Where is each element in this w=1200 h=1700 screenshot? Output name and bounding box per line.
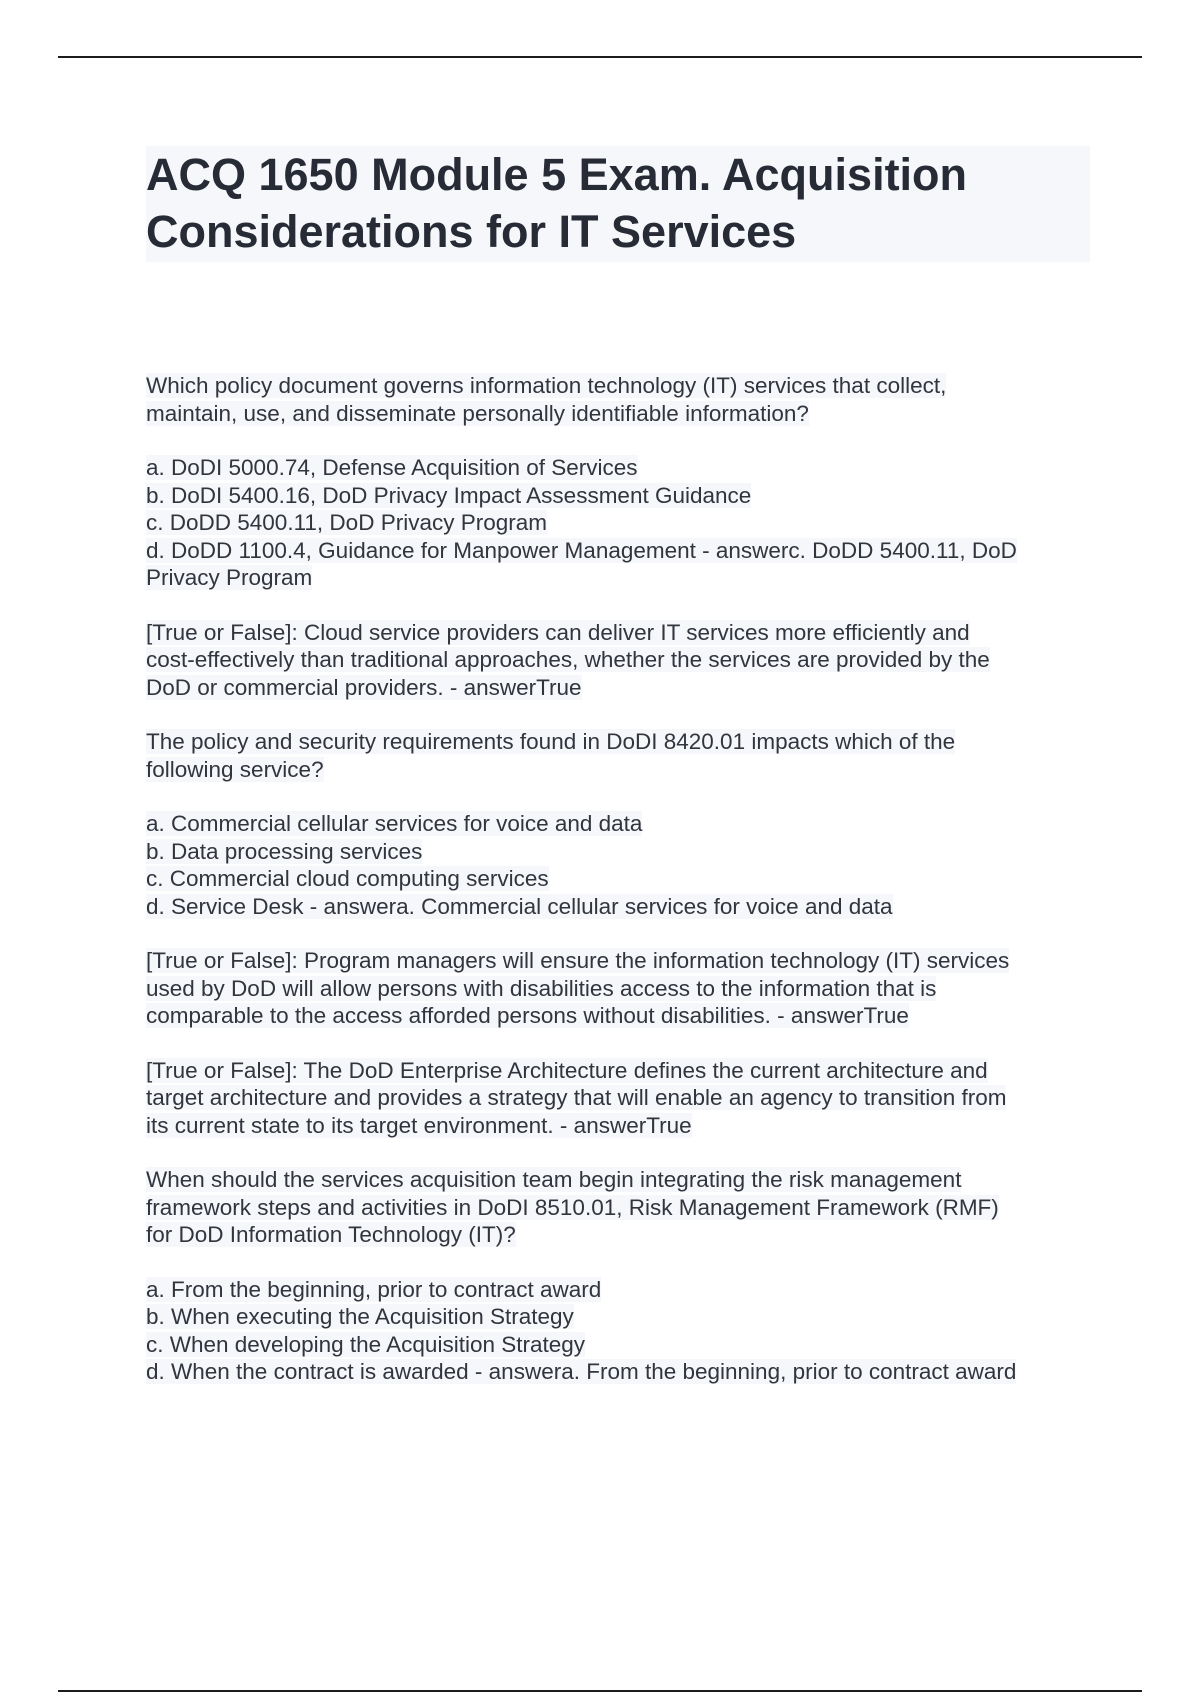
text-line [146, 400, 1090, 428]
text-line-content: Which policy document governs information technology (IT) services that collect, [146, 373, 947, 398]
top-divider [58, 56, 1142, 58]
text-line-content: its current state to its target environment. - answerTrue [146, 1112, 692, 1138]
text-line-content: target architecture and provides a strategy that will enable an agency to transition from [146, 1085, 1007, 1110]
text-line-content: Privacy Program [146, 565, 313, 590]
text-line-content: d. When the contract is awarded - answera. From the beginning, prior to contract award [146, 1359, 1017, 1384]
text-line-content: for DoD Information Technology (IT)? [146, 1222, 516, 1247]
title-line: ACQ 1650 Module 5 Exam. Acquisition [146, 149, 968, 200]
text-line [146, 1358, 1090, 1386]
text-line-content: a. From the beginning, prior to contract award [146, 1276, 602, 1302]
text-line [146, 728, 1090, 756]
bottom-divider [58, 1690, 1142, 1692]
text-line-content: b. DoDI 5400.16, DoD Privacy Impact Assessment Guidance [146, 482, 752, 508]
text-line [146, 674, 1090, 702]
text-line-content: c. Commercial cloud computing services [146, 866, 549, 891]
text-line-content: c. DoDD 5400.11, DoD Privacy Program [146, 510, 547, 535]
text-line [146, 646, 1090, 674]
text-line [146, 454, 1090, 482]
text-line-content: d. DoDD 1100.4, Guidance for Manpower Management - answerc. DoDD 5400.11, DoD [146, 537, 1017, 563]
text-block [146, 619, 1090, 702]
text-line-content: a. DoDI 5000.74, Defense Acquisition of Services [146, 455, 638, 480]
text-line-content: [True or False]: Cloud service providers can deliver IT services more efficiently and [146, 619, 970, 645]
text-line-content: b. Data processing services [146, 838, 423, 864]
text-line-content: cost-effectively than traditional approaches, whether the services are provided by the [146, 647, 990, 672]
text-line [146, 838, 1090, 866]
text-line-content: a. Commercial cellular services for voice and data [146, 811, 643, 836]
text-line-content: c. When developing the Acquisition Strategy [146, 1331, 586, 1357]
text-block [146, 1276, 1090, 1386]
text-line [146, 482, 1090, 510]
question-list [146, 372, 1090, 1386]
text-line [146, 1331, 1090, 1359]
text-line [146, 509, 1090, 537]
text-block [146, 372, 1090, 427]
text-block [146, 454, 1090, 592]
text-line [146, 564, 1090, 592]
text-line [146, 1221, 1090, 1249]
text-line [146, 537, 1090, 565]
text-line [146, 1276, 1090, 1304]
text-line [146, 1084, 1090, 1112]
text-line-content: maintain, use, and disseminate personally identifiable information? [146, 400, 809, 426]
text-line [146, 1057, 1090, 1085]
text-line-content: d. Service Desk - answera. Commercial cellular services for voice and data [146, 893, 893, 919]
text-line [146, 1194, 1090, 1222]
text-line [146, 1166, 1090, 1194]
text-line [146, 810, 1090, 838]
text-line-content: When should the services acquisition team begin integrating the risk management [146, 1167, 962, 1192]
text-line [146, 865, 1090, 893]
document-body [146, 146, 1090, 1413]
text-line [146, 947, 1090, 975]
text-line [146, 1303, 1090, 1331]
text-line [146, 756, 1090, 784]
text-line-content: [True or False]: The DoD Enterprise Architecture defines the current architecture and [146, 1057, 988, 1083]
text-line [146, 1112, 1090, 1140]
page-title [146, 146, 1090, 262]
text-block [146, 728, 1090, 783]
text-line-content: DoD or commercial providers. - answerTrue [146, 674, 582, 700]
text-line-content: comparable to the access afforded persons without disabilities. - answerTrue [146, 1003, 909, 1028]
text-line [146, 893, 1090, 921]
title-line: Considerations for IT Services [146, 206, 797, 257]
text-line [146, 1002, 1090, 1030]
text-line-content: b. When executing the Acquisition Strategy [146, 1304, 574, 1329]
text-block [146, 810, 1090, 920]
text-line-content: used by DoD will allow persons with disabilities access to the information that is [146, 975, 937, 1001]
text-line [146, 975, 1090, 1003]
text-block [146, 1057, 1090, 1140]
text-line [146, 619, 1090, 647]
text-line-content: framework steps and activities in DoDI 8510.01, Risk Management Framework (RMF) [146, 1194, 999, 1220]
text-line-content: following service? [146, 756, 324, 782]
text-line [146, 372, 1090, 400]
text-line-content: The policy and security requirements found in DoDI 8420.01 impacts which of the [146, 729, 956, 754]
text-block [146, 1166, 1090, 1249]
text-block [146, 947, 1090, 1030]
text-line-content: [True or False]: Program managers will ensure the information technology (IT) services [146, 948, 1010, 973]
